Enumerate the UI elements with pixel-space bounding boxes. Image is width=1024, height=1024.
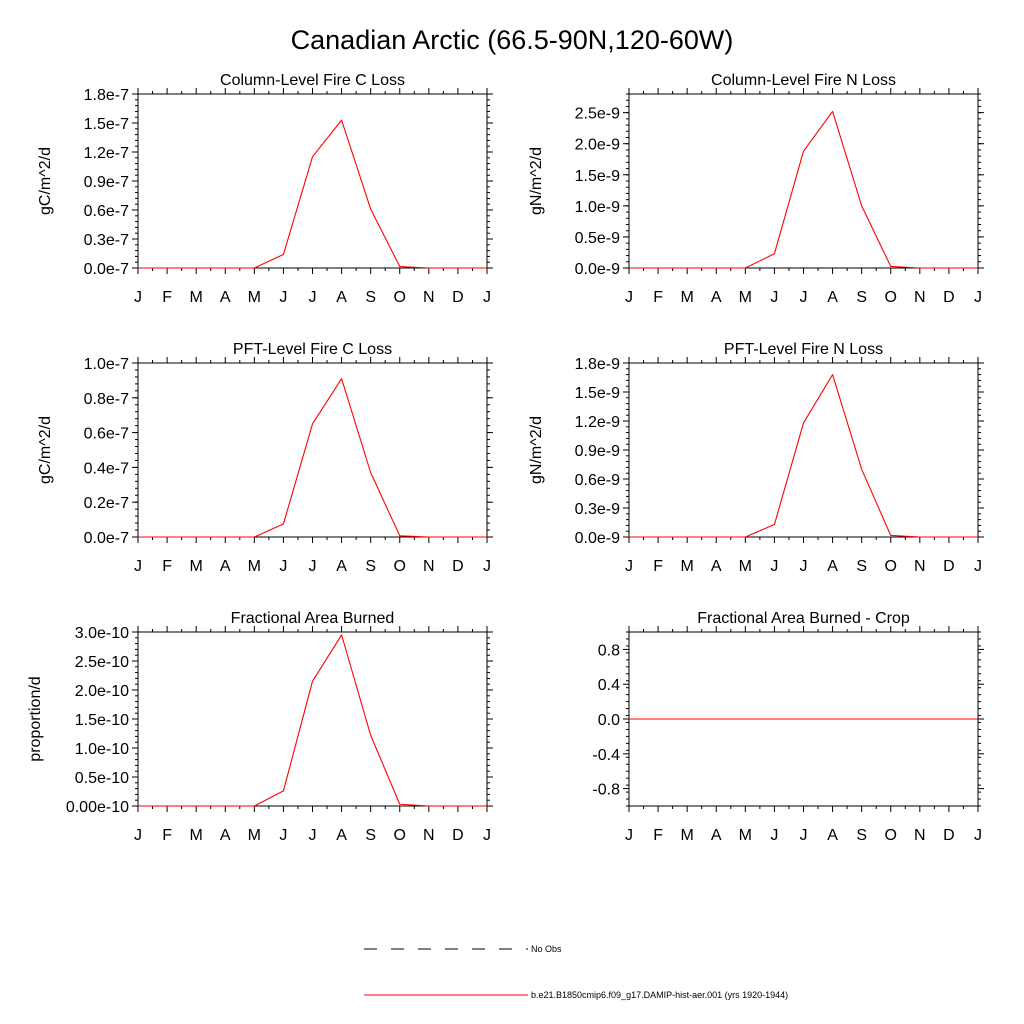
y-tick-label: 0.0e-7 — [83, 530, 129, 547]
y-tick-label: 1.8e-9 — [574, 356, 620, 373]
y-tick-label: 0.00e-10 — [65, 799, 129, 816]
x-tick-label: M — [680, 289, 694, 306]
chart-panels — [27, 72, 984, 844]
x-tick-label: J — [770, 558, 779, 575]
x-tick-label: O — [393, 558, 406, 575]
x-tick-label: A — [219, 558, 231, 575]
x-tick-label: F — [162, 827, 172, 844]
y-tick-label: 1.0e-7 — [83, 356, 129, 373]
x-tick-label: F — [653, 558, 663, 575]
x-tick-label: D — [452, 827, 464, 844]
x-tick-label: D — [452, 558, 464, 575]
y-tick-label: 1.2e-7 — [83, 145, 129, 162]
x-tick-label: M — [189, 827, 203, 844]
x-tick-label: D — [452, 289, 464, 306]
legend — [364, 944, 788, 1000]
y-tick-label: 0.4 — [597, 677, 620, 695]
x-tick-label: J — [308, 289, 317, 306]
plot-frame — [629, 94, 978, 268]
x-tick-label: O — [884, 827, 897, 844]
y-tick-label: 1.5e-9 — [574, 385, 620, 402]
y-tick-label: 0.0e-7 — [83, 261, 129, 278]
y-tick-label: 0.8 — [597, 642, 620, 660]
y-tick-label: 0.0e-9 — [574, 261, 620, 278]
x-tick-label: J — [625, 289, 633, 306]
y-axis-label: proportion/d — [27, 676, 44, 762]
panel-title: Column-Level Fire C Loss — [220, 72, 405, 89]
plot-frame — [138, 632, 487, 806]
series-line — [138, 635, 487, 806]
chart-panel-1 — [37, 72, 493, 306]
series-line — [629, 111, 978, 268]
y-tick-label: 0.0 — [597, 712, 620, 729]
y-tick-label: 0.2e-7 — [83, 495, 129, 513]
x-tick-label: M — [247, 827, 261, 844]
y-tick-label: 1.2e-9 — [574, 414, 620, 431]
x-tick-label: J — [483, 289, 491, 306]
y-tick-label: 2.5e-10 — [74, 654, 129, 671]
plot-frame — [138, 94, 487, 268]
y-tick-label: 2.5e-9 — [574, 105, 620, 123]
x-tick-label: J — [974, 827, 982, 844]
x-tick-label: N — [914, 289, 926, 306]
y-tick-label: 2.0e-10 — [74, 683, 129, 700]
y-tick-label: 0.6e-7 — [83, 203, 129, 220]
x-tick-label: O — [393, 289, 406, 306]
x-tick-label: J — [483, 827, 491, 844]
y-tick-label: -0.8 — [592, 781, 620, 799]
series-line — [138, 120, 487, 268]
x-tick-label: S — [365, 289, 377, 306]
x-tick-label: J — [770, 827, 779, 844]
figure-title: Canadian Arctic (66.5-90N,120-60W) — [290, 25, 734, 55]
y-tick-label: 0.3e-9 — [574, 501, 620, 518]
x-tick-label: S — [856, 558, 868, 575]
y-tick-label: 0.3e-7 — [83, 232, 129, 249]
y-tick-label: 1.0e-9 — [574, 198, 620, 216]
x-tick-label: A — [336, 558, 347, 575]
x-tick-label: A — [710, 289, 722, 306]
x-tick-label: J — [134, 827, 142, 844]
x-tick-label: J — [308, 827, 317, 844]
x-tick-label: J — [799, 558, 808, 575]
y-tick-label: -0.4 — [592, 746, 620, 764]
panel-title: Fractional Area Burned — [230, 610, 395, 627]
x-tick-label: F — [653, 827, 663, 844]
x-tick-label: N — [423, 558, 435, 575]
x-tick-label: J — [625, 827, 633, 844]
x-tick-label: M — [189, 289, 203, 306]
x-tick-label: J — [134, 289, 142, 306]
y-tick-label: 1.5e-7 — [83, 116, 129, 133]
x-tick-label: N — [423, 289, 435, 306]
x-tick-label: M — [680, 827, 694, 844]
x-tick-label: F — [653, 289, 663, 306]
x-tick-label: J — [770, 289, 779, 306]
x-tick-label: J — [279, 558, 288, 575]
y-axis-label: gN/m^2/d — [528, 147, 545, 215]
chart-panel-5 — [27, 610, 493, 844]
x-tick-label: N — [914, 827, 926, 844]
x-tick-label: J — [974, 289, 982, 306]
panel-title: PFT-Level Fire C Loss — [232, 341, 393, 358]
y-tick-label: 0.9e-9 — [574, 443, 620, 460]
x-tick-label: A — [336, 827, 347, 844]
x-tick-label: J — [799, 827, 808, 844]
panel-title: PFT-Level Fire N Loss — [723, 341, 884, 358]
x-tick-label: O — [884, 558, 897, 575]
panel-title: Column-Level Fire N Loss — [711, 72, 896, 89]
y-tick-label: 0.4e-7 — [83, 460, 129, 478]
y-tick-label: 0.0e-9 — [574, 530, 620, 547]
chart-panel-4 — [528, 341, 984, 575]
x-tick-label: M — [680, 558, 694, 575]
legend-obs-label: No Obs — [531, 944, 562, 954]
x-tick-label: M — [247, 289, 261, 306]
x-tick-label: A — [827, 289, 838, 306]
x-tick-label: J — [483, 558, 491, 575]
x-tick-label: M — [738, 289, 752, 306]
x-tick-label: A — [827, 558, 838, 575]
legend-model-label: b.e21.B1850cmip6.f09_g17.DAMIP-hist-aer.001 (yrs 1920-1944) — [531, 990, 789, 1000]
x-tick-label: M — [738, 827, 752, 844]
y-tick-label: 0.8e-7 — [83, 390, 129, 408]
y-tick-label: 2.0e-9 — [574, 136, 620, 154]
y-tick-label: 0.6e-9 — [574, 472, 620, 489]
y-tick-label: 1.5e-9 — [574, 167, 620, 185]
x-tick-label: S — [856, 827, 868, 844]
y-axis-label: gC/m^2/d — [37, 147, 54, 215]
x-tick-label: S — [856, 289, 868, 306]
y-tick-label: 0.5e-9 — [574, 229, 620, 247]
panel-title: Fractional Area Burned - Crop — [697, 610, 910, 627]
x-tick-label: J — [279, 289, 288, 306]
x-tick-label: S — [365, 827, 377, 844]
plot-frame — [138, 363, 487, 537]
chart-panel-3 — [37, 341, 493, 575]
x-tick-label: N — [914, 558, 926, 575]
series-line — [138, 379, 487, 537]
x-tick-label: N — [423, 827, 435, 844]
x-tick-label: D — [943, 558, 955, 575]
x-tick-label: J — [799, 289, 808, 306]
x-tick-label: J — [974, 558, 982, 575]
y-tick-label: 0.5e-10 — [74, 770, 129, 787]
x-tick-label: S — [365, 558, 377, 575]
x-tick-label: J — [134, 558, 142, 575]
x-tick-label: A — [219, 827, 231, 844]
x-tick-label: O — [884, 289, 897, 306]
x-tick-label: D — [943, 827, 955, 844]
y-axis-label: gN/m^2/d — [528, 416, 545, 484]
x-tick-label: J — [625, 558, 633, 575]
x-tick-label: M — [738, 558, 752, 575]
x-tick-label: F — [162, 289, 172, 306]
x-tick-label: O — [393, 827, 406, 844]
plot-frame — [629, 363, 978, 537]
y-tick-label: 0.9e-7 — [83, 174, 129, 191]
y-tick-label: 1.8e-7 — [83, 87, 129, 104]
chart-panel-2 — [528, 72, 984, 306]
series-line — [629, 375, 978, 537]
x-tick-label: M — [247, 558, 261, 575]
x-tick-label: J — [279, 827, 288, 844]
x-tick-label: D — [943, 289, 955, 306]
x-tick-label: A — [336, 289, 347, 306]
x-tick-label: A — [710, 558, 722, 575]
x-tick-label: A — [710, 827, 722, 844]
y-tick-label: 3.0e-10 — [74, 625, 129, 642]
y-axis-label: gC/m^2/d — [37, 416, 54, 484]
chart-panel-6 — [592, 610, 984, 844]
y-tick-label: 1.5e-10 — [74, 712, 129, 729]
x-tick-label: J — [308, 558, 317, 575]
x-tick-label: A — [827, 827, 838, 844]
y-tick-label: 1.0e-10 — [74, 741, 129, 758]
x-tick-label: A — [219, 289, 231, 306]
y-tick-label: 0.6e-7 — [83, 425, 129, 443]
x-tick-label: M — [189, 558, 203, 575]
x-tick-label: F — [162, 558, 172, 575]
